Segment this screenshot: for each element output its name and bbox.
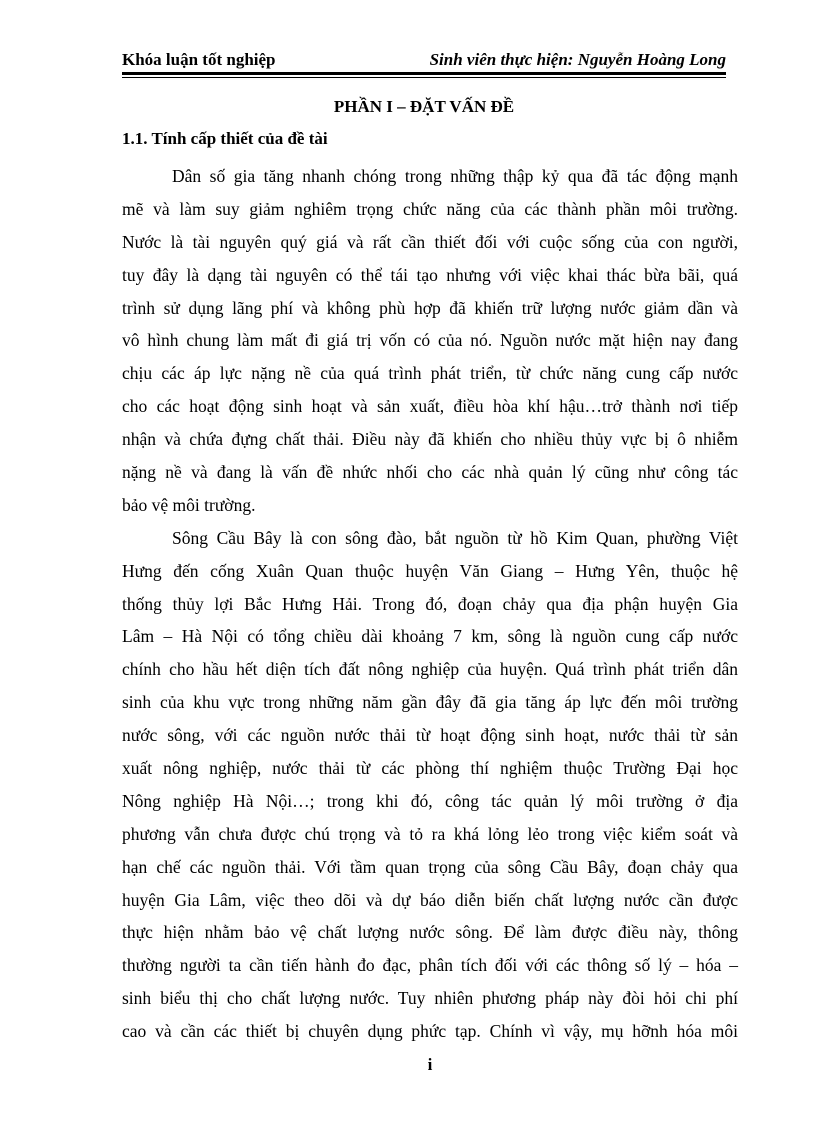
body-line: nước sông, với các nguồn nước thải từ hoạt động sinh hoạt, nước thải từ sản <box>122 725 738 746</box>
body-line: cho các hoạt động sinh hoạt và sản xuất, điều hòa khí hậu…trở thành nơi tiếp <box>122 396 738 417</box>
body-line: sinh của khu vực trong những năm gần đây đã gia tăng áp lực đến môi trường <box>122 692 738 713</box>
part-title: PHẦN I – ĐẶT VẤN ĐỀ <box>333 97 515 116</box>
section-title: 1.1. Tính cấp thiết của đề tài <box>122 129 328 148</box>
page-number: i <box>427 1055 433 1074</box>
header-rule-thick <box>122 72 726 75</box>
body-line: Lâm – Hà Nội có tổng chiều dài khoảng 7 km, sông là nguồn cung cấp nước <box>122 626 738 647</box>
body-line: sinh biểu thị cho chất lượng nước. Tuy nhiên phương pháp này đòi hỏi chi phí <box>122 988 738 1009</box>
body-text <box>122 160 738 1048</box>
body-line: huyện Gia Lâm, việc theo dõi và dự báo diễn biến chất lượng nước cần được <box>122 889 738 910</box>
body-line: nặng nề và đang là vấn đề nhức nhối cho các nhà quản lý cũng như công tác <box>122 462 738 483</box>
header-student-name: Sinh viên thực hiện: Nguyễn Hoàng Long <box>429 50 726 69</box>
body-line: trình sử dụng lãng phí và không phù hợp đã khiến trữ lượng nước giảm dần và <box>122 297 738 318</box>
page-header <box>122 50 726 74</box>
body-line: Nông nghiệp Hà Nội…; trong khi đó, công tác quản lý môi trường ở địa <box>122 790 738 811</box>
body-line: thực hiện nhằm bảo vệ chất lượng nước sông. Để làm được điều này, thông <box>122 922 738 943</box>
body-line: Nước là tài nguyên quý giá và rất cần thiết đối với cuộc sống của con người, <box>122 231 738 252</box>
body-line: chính cho hầu hết diện tích đất nông nghiệp của huyện. Quá trình phát triển dân <box>122 659 738 680</box>
header-rule-thin <box>122 77 726 78</box>
body-line: vô hình chung làm mất đi giá trị vốn có của nó. Nguồn nước mặt hiện nay đang <box>122 330 738 351</box>
body-line: thường người ta cần tiến hành đo đạc, phân tích đối với các thông số lý – hóa – <box>122 955 738 976</box>
body-line: xuất nông nghiệp, nước thải từ các phòng thí nghiệm thuộc Trường Đại học <box>122 758 738 779</box>
body-line: Sông Cầu Bây là con sông đào, bắt nguồn từ hồ Kim Quan, phường Việt <box>172 527 738 548</box>
body-line: hạn chế các nguồn thải. Với tầm quan trọng của sông Cầu Bây, đoạn chảy qua <box>122 856 738 877</box>
body-line: cao và cần các thiết bị chuyên dụng phức tạp. Chính vì vậy, mụ hỡnh hóa môi <box>122 1021 738 1042</box>
body-line: thống thủy lợi Bắc Hưng Hải. Trong đó, đoạn chảy qua địa phận huyện Gia <box>122 593 738 614</box>
body-line: Hưng đến cống Xuân Quan thuộc huyện Văn Giang – Hưng Yên, thuộc hệ <box>122 560 738 581</box>
body-line: nhận và chứa đựng chất thải. Điều này đã khiến cho nhiều thủy vực bị ô nhiễm <box>122 429 738 450</box>
body-line: Dân số gia tăng nhanh chóng trong những thập kỷ qua đã tác động mạnh <box>172 166 738 186</box>
header-thesis-type: Khóa luận tốt nghiệp <box>122 50 276 69</box>
body-line: phương vẫn chưa được chú trọng và tỏ ra khá lỏng lẻo trong việc kiểm soát và <box>122 823 738 844</box>
body-line: bảo vệ môi trường. <box>122 494 256 515</box>
body-line: mẽ và làm suy giảm nghiêm trọng chức năng của các thành phần môi trường. <box>122 198 738 219</box>
body-line: tuy đây là dạng tài nguyên có thể tái tạo nhưng với việc khai thác bừa bãi, quá <box>122 264 738 285</box>
body-line: chịu các áp lực nặng nề của quá trình phát triển, từ chức năng cung cấp nước <box>122 363 738 384</box>
